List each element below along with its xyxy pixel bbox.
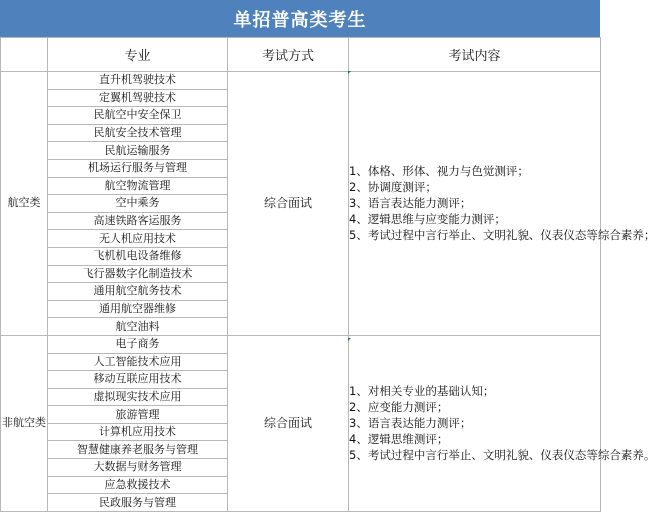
exam-content-item: 5、考试过程中言行举止、文明礼貌、仪表仪态等综合素养。	[349, 448, 655, 463]
table-row	[1, 335, 601, 353]
major-cell: 计算机应用技术	[48, 423, 228, 441]
major-cell: 应急救援技术	[48, 476, 228, 494]
exam-content-item: 5、考试过程中言行举止、文明礼貌、仪表仪态等综合素养；	[349, 228, 655, 243]
major-cell: 无人机应用技术	[48, 230, 228, 248]
major-cell: 智慧健康养老服务与管理	[48, 441, 228, 459]
exam-table	[0, 37, 655, 512]
major-cell: 民航安全技术管理	[48, 124, 228, 142]
exam-method-cell: 综合面试	[228, 72, 349, 336]
exam-method-cell: 综合面试	[228, 335, 349, 511]
major-cell: 民航运输服务	[48, 142, 228, 160]
major-cell: 高速铁路客运服务	[48, 212, 228, 230]
exam-content-item: 3、语言表达能力测评；	[349, 196, 472, 211]
page-title: 单招普高类考生	[0, 0, 600, 37]
major-cell: 空中乘务	[48, 195, 228, 213]
table-body	[1, 72, 655, 512]
exam-content-cell	[349, 335, 655, 511]
major-cell: 航空油料	[48, 318, 228, 336]
header-content: 考试内容	[349, 38, 601, 72]
major-cell: 虚拟现实技术应用	[48, 388, 228, 406]
major-cell: 航空物流管理	[48, 177, 228, 195]
major-cell: 机场运行服务与管理	[48, 159, 228, 177]
major-cell: 民航空中安全保卫	[48, 107, 228, 125]
major-cell: 移动互联应用技术	[48, 371, 228, 389]
exam-content-item: 1、对相关专业的基础认知；	[349, 384, 495, 399]
exam-content-item: 2、协调度测评；	[349, 180, 437, 195]
major-cell: 飞行器数字化制造技术	[48, 265, 228, 283]
header-major: 专业	[48, 38, 228, 72]
exam-content-item: 4、逻辑思维与应变能力测评；	[349, 212, 506, 227]
major-cell: 飞机机电设备维修	[48, 247, 228, 265]
category-cell: 航空类	[1, 72, 48, 336]
major-cell: 电子商务	[48, 335, 228, 353]
major-cell: 通用航空器维修	[48, 300, 228, 318]
header-method: 考试方式	[228, 38, 349, 72]
exam-content-item: 3、语言表达能力测评；	[349, 416, 472, 431]
major-cell: 旅游管理	[48, 406, 228, 424]
table-row	[1, 72, 601, 90]
major-cell: 通用航空航务技术	[48, 283, 228, 301]
major-cell: 直升机驾驶技术	[48, 72, 228, 90]
cell-comment-marker	[348, 338, 351, 341]
cell-comment-marker	[348, 71, 351, 74]
exam-content-cell	[349, 72, 655, 336]
table-header-row	[1, 38, 601, 72]
exam-content-item: 4、逻辑思维测评；	[349, 432, 449, 447]
major-cell: 定翼机驾驶技术	[48, 89, 228, 107]
header-category	[1, 38, 48, 72]
exam-content-item: 2、应变能力测评；	[349, 400, 449, 415]
major-cell: 人工智能技术应用	[48, 353, 228, 371]
category-cell: 非航空类	[1, 335, 48, 511]
major-cell: 民政服务与管理	[48, 494, 228, 512]
major-cell: 大数据与财务管理	[48, 459, 228, 477]
exam-content-item: 1、体格、形体、视力与色觉测评；	[349, 164, 529, 179]
